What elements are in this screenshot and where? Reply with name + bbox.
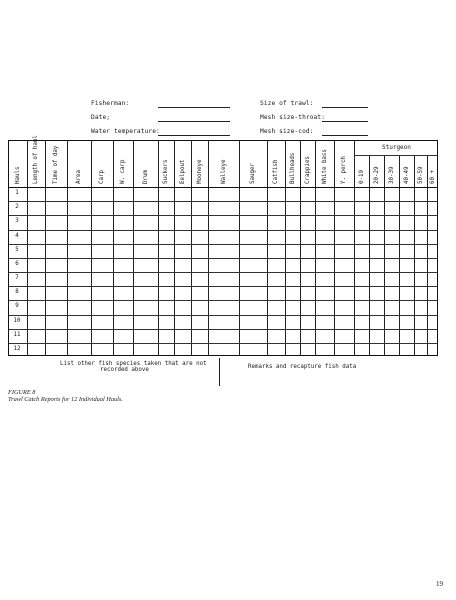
row-divider [9, 187, 437, 188]
column-divider [208, 141, 209, 355]
figure-caption [8, 389, 123, 404]
size-of-trawl-field[interactable] [322, 107, 368, 108]
column-divider [191, 141, 192, 355]
column-divider [369, 155, 370, 355]
column-divider [67, 141, 68, 355]
column-header-sauger: Sauger [250, 163, 256, 184]
column-divider [315, 141, 316, 355]
haul-row-number: 11 [13, 331, 21, 338]
row-divider [9, 329, 437, 330]
water-temperature-label: Water temperature: [91, 128, 160, 135]
column-divider [113, 141, 114, 355]
figure-title: Trawl Catch Reports for 12 Individual Hauls. [8, 396, 123, 404]
column-divider [27, 141, 28, 355]
sturgeon-header-divider [354, 155, 437, 156]
column-divider [133, 141, 134, 355]
haul-row-number: 3 [15, 218, 19, 225]
row-divider [9, 230, 437, 231]
column-divider [285, 141, 286, 355]
other-species-note-line1: List other fish species taken that are not [60, 361, 207, 367]
size-of-trawl-label: Size of trawl: [260, 100, 314, 107]
column-divider [91, 141, 92, 355]
haul-row-number: 8 [15, 289, 19, 296]
column-divider [300, 141, 301, 355]
mesh-size-throat-label: Mesh size-throat: [260, 114, 326, 121]
haul-row-number: 2 [15, 204, 19, 211]
figure-number: FIGURE 8 [8, 389, 36, 396]
row-divider [9, 343, 437, 344]
haul-row-number: 10 [13, 317, 21, 324]
haul-row-number: 7 [15, 275, 19, 282]
fisherman-label: Fisherman: [91, 100, 130, 107]
date-field[interactable] [158, 121, 230, 122]
fisherman-field[interactable] [158, 107, 230, 108]
mesh-size-throat-field[interactable] [322, 121, 368, 122]
footer-divider [219, 358, 220, 386]
column-header-bullheads: Bullheads [289, 152, 296, 184]
column-header-sturgeon-30-39: 30-39 [388, 166, 395, 184]
column-divider [414, 155, 415, 355]
row-divider [9, 258, 437, 259]
haul-row-number: 6 [15, 260, 19, 267]
haul-row-number: 4 [15, 232, 19, 239]
column-header-catfish: Catfish [273, 159, 279, 184]
mesh-size-cod-label: Mesh size-cod: [260, 128, 314, 135]
column-header-sturgeon-60: 60 + [430, 170, 436, 184]
column-header-sturgeon-20-29: 20-29 [373, 166, 380, 184]
haul-row-number: 12 [13, 345, 21, 352]
column-divider [174, 141, 175, 355]
column-header-drum: Drum [142, 170, 149, 184]
row-divider [9, 300, 437, 301]
column-divider [158, 141, 159, 355]
column-header-y-perch: Y. perch [341, 156, 347, 184]
column-header-white-bass: White bass [321, 149, 328, 184]
column-divider [354, 141, 355, 355]
column-header-eelpout: Eelpout [179, 159, 186, 184]
column-header-area: Area [76, 170, 82, 184]
column-header-sturgeon-50-59: 50-59 [417, 166, 424, 184]
column-header-mooneye: Mooneye [196, 159, 203, 184]
column-divider [239, 141, 240, 355]
column-header-walleye: Walleye [220, 159, 227, 184]
remarks-label: Remarks and recapture fish data [248, 364, 357, 370]
row-divider [9, 315, 437, 316]
row-divider [9, 286, 437, 287]
column-divider [45, 141, 46, 355]
column-header-carp: Carp [99, 170, 105, 184]
column-divider [399, 155, 400, 355]
column-header-crappies: Crappies [304, 156, 311, 184]
column-header-w-carp: W. carp [120, 159, 126, 184]
page-number: 19 [436, 580, 443, 588]
column-header-hauls: Hauls [15, 166, 21, 184]
row-divider [9, 244, 437, 245]
date-label: Date; [91, 114, 111, 121]
sturgeon-group-header: Sturgeon [382, 144, 411, 151]
haul-row-number: 5 [15, 246, 19, 253]
haul-row-number: 1 [15, 190, 19, 197]
column-header-time-of-day: Time of day [53, 145, 59, 184]
row-divider [9, 201, 437, 202]
column-header-sturgeon-0-19: 0-19 [358, 170, 365, 184]
row-divider [9, 215, 437, 216]
other-species-note-line2: recorded above [100, 367, 149, 373]
row-divider [9, 272, 437, 273]
column-divider [267, 141, 268, 355]
mesh-size-cod-field[interactable] [322, 135, 368, 136]
trawl-catch-table [8, 135, 438, 356]
haul-row-number: 9 [15, 303, 19, 310]
column-header-length-of-haul: Length of haul [33, 135, 39, 184]
column-divider [334, 141, 335, 355]
column-divider [427, 155, 428, 355]
column-divider [384, 155, 385, 355]
water-temperature-field[interactable] [158, 135, 230, 136]
column-header-sturgeon-40-49: 40-49 [403, 166, 410, 184]
column-header-suckers: Suckers [163, 159, 169, 184]
